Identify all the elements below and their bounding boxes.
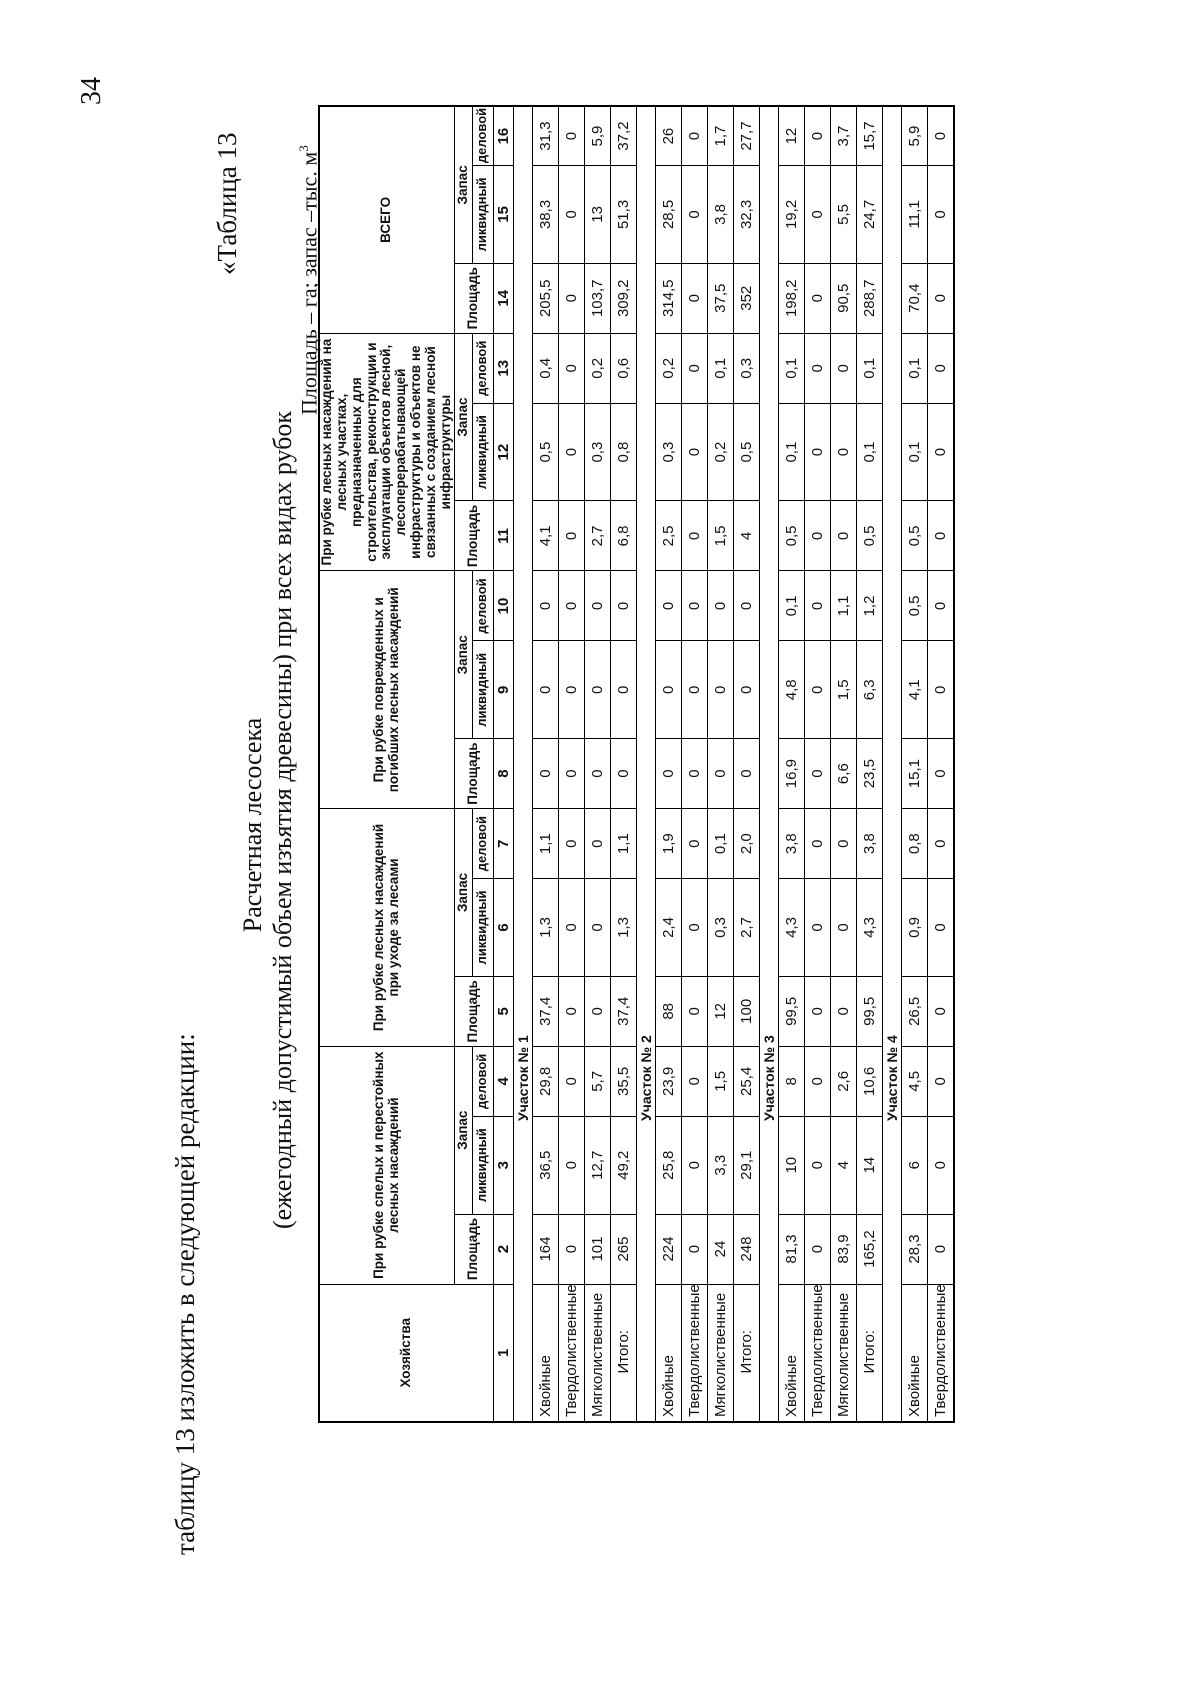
table-cell: 0 [655,739,681,809]
table-cell: 0 [927,501,954,571]
table-cell: 2,7 [733,879,759,977]
row-label: Хвойные [778,1284,804,1422]
table-cell: 4,1 [532,501,558,571]
header-group-damaged: При рубке поврежденных и погибших лесных насаждений [319,571,454,809]
table-cell: 5,9 [901,106,927,166]
table-cell: 1,7 [707,106,733,166]
table-cell: 0 [655,571,681,641]
table-cell: 0 [532,739,558,809]
table-cell: 10,6 [856,1046,882,1116]
header-business: деловой [472,106,493,166]
table-cell: 0 [558,809,584,879]
table-cell: 12,7 [584,1116,610,1214]
table-cell: 14 [856,1116,882,1214]
table-cell: 205,5 [532,263,558,333]
table-cell: 0 [804,403,830,501]
table-cell: 0 [681,1214,707,1284]
table-cell: 0,1 [901,403,927,501]
table-cell: 5,9 [584,106,610,166]
table-cell: 6,3 [856,641,882,739]
table-cell: 0 [610,571,636,641]
row-label: Твердолиственные [558,1284,584,1422]
table-cell: 29,1 [733,1116,759,1214]
table-cell: 4 [830,1116,856,1214]
header-business: деловой [472,571,493,641]
section-row [513,106,532,1422]
table-cell: 13 [584,166,610,264]
row-label: Твердолиственные [804,1284,830,1422]
column-number: 1 [493,1284,513,1422]
table-cell: 3,8 [856,809,882,879]
table-cell: 37,2 [610,106,636,166]
total-row [610,106,636,1422]
table-cell: 0 [804,571,830,641]
table-cell: 4,1 [901,641,927,739]
table-cell: 3,3 [707,1116,733,1214]
table-cell: 0 [681,976,707,1046]
table-cell: 2,6 [830,1046,856,1116]
table-cell: 83,9 [830,1214,856,1284]
table-row [804,106,830,1422]
table-cell: 0 [681,333,707,403]
table-cell: 0 [681,166,707,264]
table-cell: 0 [804,976,830,1046]
table-cell: 103,7 [584,263,610,333]
table-cell: 0 [733,641,759,739]
table-cell: 0 [681,641,707,739]
table-cell: 0 [558,879,584,977]
table-cell: 0,6 [610,333,636,403]
table-cell: 23,9 [655,1046,681,1116]
table-cell: 16,9 [778,739,804,809]
table-cell: 15,7 [856,106,882,166]
table-cell: 32,3 [733,166,759,264]
table-cell: 1,5 [830,641,856,739]
table-cell: 0 [681,403,707,501]
table-cell: 0 [558,976,584,1046]
table-row [830,106,856,1422]
table-cell: 4,3 [778,879,804,977]
column-number: 15 [493,166,513,264]
table-cell: 0 [804,641,830,739]
column-number: 5 [493,976,513,1046]
table-cell: 0,3 [655,403,681,501]
header-liquid: ликвидный [472,166,493,264]
header-group-total: ВСЕГО [319,106,454,333]
section-title: Участок № 2 [636,106,655,1422]
table-row [901,106,927,1422]
column-number-row [493,106,513,1422]
table-cell: 0 [927,739,954,809]
table-row [927,106,954,1422]
table-cell: 25,4 [733,1046,759,1116]
table-cell: 0 [681,106,707,166]
table-cell: 288,7 [856,263,882,333]
table-cell: 0,5 [733,403,759,501]
table-cell: 0,1 [856,333,882,403]
table-cell: 37,5 [707,263,733,333]
table-cell: 0 [558,501,584,571]
table-cell: 0,1 [778,403,804,501]
table-cell: 0 [558,641,584,739]
table-cell: 314,5 [655,263,681,333]
table-cell: 0,1 [707,333,733,403]
table-cell: 0 [804,739,830,809]
table-cell: 101 [584,1214,610,1284]
row-label: Итого: [610,1284,636,1422]
table-cell: 0 [804,1116,830,1214]
table-cell: 12 [707,976,733,1046]
table-cell: 0 [681,879,707,977]
table-cell: 37,4 [532,976,558,1046]
table-cell: 265 [610,1214,636,1284]
table-cell: 6 [901,1116,927,1214]
table-cell: 0 [830,976,856,1046]
table-cell: 8 [778,1046,804,1116]
header-liquid: ликвидный [472,1116,493,1214]
table-row [584,106,610,1422]
table-cell: 248 [733,1214,759,1284]
header-farms: Хозяйства [319,1284,493,1422]
table-cell: 0 [804,333,830,403]
table-cell: 0 [584,809,610,879]
table-cell: 0 [681,501,707,571]
header-group-care: При рубке лесных насаждений при уходе за лесами [319,809,454,1047]
page-number: 34 [76,77,107,105]
table-cell: 0 [830,879,856,977]
table-cell: 90,5 [830,263,856,333]
total-row [733,106,759,1422]
table-cell: 6,6 [830,739,856,809]
header-stock: Запас [454,809,472,977]
table-cell: 0,1 [778,333,804,403]
table-cell: 0 [804,263,830,333]
column-number: 10 [493,571,513,641]
row-label: Итого: [856,1284,882,1422]
table-cell: 4,3 [856,879,882,977]
table-cell: 88 [655,976,681,1046]
table-cell: 3,8 [707,166,733,264]
header-group-mature: При рубке спелых и перестойных лесных насаждений [319,1046,454,1284]
table-cell: 3,7 [830,106,856,166]
table-cell: 0,5 [856,501,882,571]
table-cell: 0 [558,263,584,333]
table-cell: 12 [778,106,804,166]
table-cell: 0 [681,809,707,879]
section-row [636,106,655,1422]
table-cell: 0 [584,641,610,739]
table-cell: 0 [927,641,954,739]
table-cell: 165,2 [856,1214,882,1284]
table-cell: 0,1 [856,403,882,501]
table-cell: 15,1 [901,739,927,809]
table-cell: 0 [681,571,707,641]
header-area: Площадь [454,1214,493,1284]
units-superscript: 3 [296,145,311,152]
table-cell: 11,1 [901,166,927,264]
table-cell: 2,5 [655,501,681,571]
table-cell: 309,2 [610,263,636,333]
table-cell: 0 [927,263,954,333]
table-cell: 224 [655,1214,681,1284]
row-label: Мягколиственные [830,1284,856,1422]
table-cell: 99,5 [856,976,882,1046]
row-label: Мягколиственные [584,1284,610,1422]
table-cell: 0,2 [707,403,733,501]
table-cell: 26,5 [901,976,927,1046]
table-cell: 3,8 [778,809,804,879]
units-text: Площадь – га; запас –тыс. м [296,151,322,415]
table-cell: 0 [927,1046,954,1116]
column-number: 12 [493,403,513,501]
table-cell: 19,2 [778,166,804,264]
table-cell: 0,3 [733,333,759,403]
table-cell: 26 [655,106,681,166]
table-cell: 0 [830,501,856,571]
table-cell: 28,3 [901,1214,927,1284]
header-stock: Запас [454,1046,472,1214]
table-cell: 0 [584,879,610,977]
table-cell: 0,5 [778,501,804,571]
column-number: 2 [493,1214,513,1284]
header-business: деловой [472,809,493,879]
header-area: Площадь [454,263,493,333]
header-stock: Запас [454,106,472,263]
table-cell: 0,5 [901,501,927,571]
table-cell: 0,3 [584,403,610,501]
table-cell: 4,8 [778,641,804,739]
table-cell: 100 [733,976,759,1046]
table-cell: 0 [681,1116,707,1214]
table-cell: 0 [558,403,584,501]
table-cell: 198,2 [778,263,804,333]
table-cell: 6,8 [610,501,636,571]
table-cell: 0 [804,809,830,879]
row-label: Итого: [733,1284,759,1422]
table-cell: 0 [804,501,830,571]
table-cell: 0 [558,106,584,166]
row-label: Твердолиственные [927,1284,954,1422]
total-row [856,106,882,1422]
table-cell: 0 [733,739,759,809]
table-cell: 36,5 [532,1116,558,1214]
table-cell: 31,3 [532,106,558,166]
table-cell: 0,1 [901,333,927,403]
table-cell: 0 [558,1214,584,1284]
table-cell: 0,9 [901,879,927,977]
table-cell: 0 [927,106,954,166]
table-row [681,106,707,1422]
table-cell: 0 [707,739,733,809]
table-label: «Таблица 13 [212,132,242,275]
table-cell: 1,1 [610,809,636,879]
table-cell: 0,5 [532,403,558,501]
table-cell: 0 [558,571,584,641]
table-cell: 0 [804,879,830,977]
table-cell: 0 [558,333,584,403]
section-title: Участок № 3 [759,106,778,1422]
table-cell: 0,1 [778,571,804,641]
table-cell: 0 [558,166,584,264]
column-number: 8 [493,739,513,809]
table-cell: 0 [927,166,954,264]
table-cell: 0,8 [610,403,636,501]
table-cell: 0 [681,263,707,333]
table-cell: 0 [927,879,954,977]
table-cell: 0 [927,403,954,501]
section-title: Участок № 4 [882,106,901,1422]
section-row [759,106,778,1422]
header-group-infrastructure: При рубке лесных насаждений на лесных участках, предназначенных для строительства, реконструкции и эксплуатации объектов лесной, лесоперерабатывающей инфраструктуры и объектов не связанных с созданием лесной инфраструктуры [319,333,454,571]
table-cell: 0 [584,571,610,641]
table-cell: 0 [610,641,636,739]
table-cell: 0 [733,571,759,641]
table-cell: 352 [733,263,759,333]
table-cell: 23,5 [856,739,882,809]
table-cell: 38,3 [532,166,558,264]
table-cell: 49,2 [610,1116,636,1214]
table-cell: 4,5 [901,1046,927,1116]
row-label: Хвойные [901,1284,927,1422]
table-cell: 0 [804,1046,830,1116]
table-cell: 164 [532,1214,558,1284]
row-label: Твердолиственные [681,1284,707,1422]
table-cell: 0 [927,809,954,879]
table-cell: 0 [655,641,681,739]
table-body [513,106,954,1422]
section-row [882,106,901,1422]
column-number: 7 [493,809,513,879]
table-cell: 0 [830,809,856,879]
table-cell: 0 [532,641,558,739]
header-area: Площадь [454,501,493,571]
table-cell: 0 [830,403,856,501]
table-cell: 0,8 [901,809,927,879]
table-cell: 0 [558,1046,584,1116]
table-cell: 0,1 [707,809,733,879]
column-number: 3 [493,1116,513,1214]
header-area: Площадь [454,739,493,809]
table-cell: 1,2 [856,571,882,641]
table-cell: 81,3 [778,1214,804,1284]
table-cell: 0 [804,1214,830,1284]
table-cell: 0 [681,1046,707,1116]
table-cell: 1,5 [707,501,733,571]
table-cell: 0,4 [532,333,558,403]
table-cell: 0,2 [584,333,610,403]
column-number: 11 [493,501,513,571]
table-cell: 1,1 [830,571,856,641]
table-cell: 2,0 [733,809,759,879]
table-cell: 0 [927,333,954,403]
row-label: Хвойные [655,1284,681,1422]
table-cell: 24 [707,1214,733,1284]
table-cell: 1,1 [532,809,558,879]
table-cell: 0 [584,976,610,1046]
forest-cutting-table [318,105,955,1423]
header-area: Площадь [454,976,493,1046]
table-cell: 51,3 [610,166,636,264]
table-cell: 10 [778,1116,804,1214]
table-row [707,106,733,1422]
header-liquid: ликвидный [472,879,493,977]
table-cell: 0 [584,739,610,809]
table-cell: 0 [707,571,733,641]
table-cell: 35,5 [610,1046,636,1116]
intro-text: таблицу 13 изложить в следующей редакции: [170,1033,200,1555]
table-cell: 29,8 [532,1046,558,1116]
table-title: Расчетная лесосека [238,717,267,933]
column-number: 4 [493,1046,513,1116]
table-cell: 0 [681,739,707,809]
table-cell: 0 [610,739,636,809]
table-cell: 70,4 [901,263,927,333]
table-cell: 4 [733,501,759,571]
table-cell: 37,4 [610,976,636,1046]
table-cell: 28,5 [655,166,681,264]
table-cell: 0 [927,976,954,1046]
header-liquid: ликвидный [472,641,493,739]
table-subtitle: (ежегодный допустимый объем изъятия древесины) при всех видах рубок [268,410,297,1230]
header-business: деловой [472,1046,493,1116]
table-cell: 1,3 [532,879,558,977]
table-cell: 27,7 [733,106,759,166]
table-row [558,106,584,1422]
header-business: деловой [472,333,493,403]
table-cell: 0 [532,571,558,641]
column-number: 16 [493,106,513,166]
header-liquid: ликвидный [472,403,493,501]
table-cell: 0,3 [707,879,733,977]
row-label: Хвойные [532,1284,558,1422]
table-cell: 0 [830,333,856,403]
table-cell: 0,2 [655,333,681,403]
table-row [532,106,558,1422]
column-number: 13 [493,333,513,403]
section-title: Участок № 1 [513,106,532,1422]
table-cell: 99,5 [778,976,804,1046]
table-row [655,106,681,1422]
table-cell: 0 [558,1116,584,1214]
header-stock: Запас [454,333,472,501]
table-cell: 0 [927,571,954,641]
table-cell: 0 [804,106,830,166]
table-cell: 0,5 [901,571,927,641]
table-cell: 0 [927,1116,954,1214]
table-cell: 1,3 [610,879,636,977]
column-number: 9 [493,641,513,739]
row-label: Мягколиственные [707,1284,733,1422]
table-cell: 5,5 [830,166,856,264]
column-number: 6 [493,879,513,977]
table-row [778,106,804,1422]
table-cell: 1,9 [655,809,681,879]
table-cell: 1,5 [707,1046,733,1116]
header-stock: Запас [454,571,472,739]
table-cell: 0 [707,641,733,739]
table-cell: 25,8 [655,1116,681,1214]
table-cell: 0 [804,166,830,264]
table-cell: 0 [927,1214,954,1284]
table-cell: 5,7 [584,1046,610,1116]
table-cell: 2,4 [655,879,681,977]
column-number: 14 [493,263,513,333]
table-cell: 24,7 [856,166,882,264]
table-cell: 0 [558,739,584,809]
table-cell: 2,7 [584,501,610,571]
